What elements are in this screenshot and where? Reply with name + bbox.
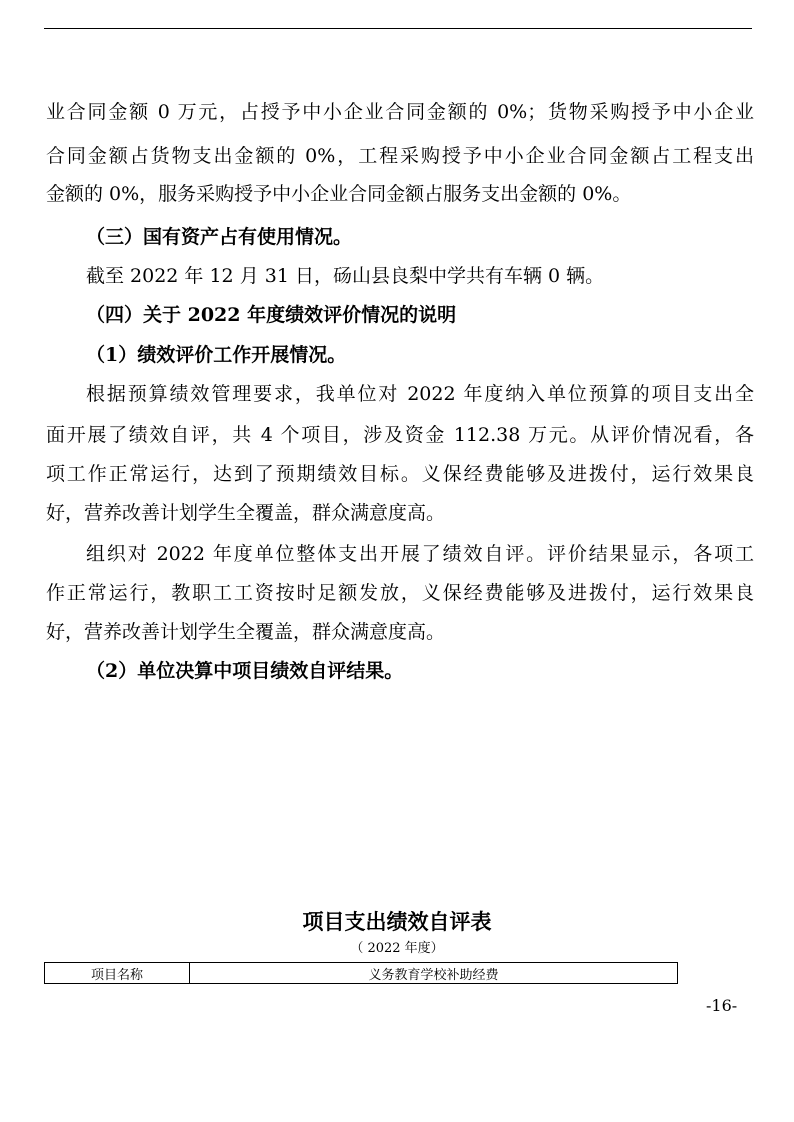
project-name-label: 项目名称	[45, 963, 190, 983]
section-heading: （四）关于 2022 年度绩效评价情况的说明	[86, 304, 457, 326]
subsection-heading: （2）单位决算中项目绩效自评结果。	[86, 660, 404, 682]
paragraph-line: 合同金额占货物支出金额的 0%，工程采购授予中小企业合同金额占工程支出	[46, 145, 754, 167]
paragraph-line: 面开展了绩效自评，共 4 个项目，涉及资金 112.38 万元。从评价情况看，各	[46, 424, 754, 446]
paragraph-line: 项工作正常运行，达到了预期绩效目标。义保经费能够及进拨付，运行效果良	[46, 463, 754, 485]
project-name-value: 义务教育学校补助经费	[368, 967, 499, 983]
table-title: 项目支出绩效自评表	[302, 910, 492, 934]
paragraph-line: 好，营养改善计划学生全覆盖，群众满意度高。	[46, 621, 446, 643]
table-subtitle: （ 2022 年度）	[350, 941, 444, 956]
paragraph-line: 金额的 0%，服务采购授予中小企业合同金额占服务支出金额的 0%。	[46, 183, 632, 205]
page-number: -16-	[706, 996, 738, 1015]
section-heading: （三）国有资产占有使用情况。	[86, 226, 353, 248]
paragraph-line: 截至 2022 年 12 月 31 日，砀山县良梨中学共有车辆 0 辆。	[86, 265, 605, 287]
header-rule	[44, 28, 752, 29]
paragraph-line: 作正常运行，教职工工资按时足额发放，义保经费能够及进拨付，运行效果良	[46, 582, 754, 604]
paragraph-line: 组织对 2022 年度单位整体支出开展了绩效自评。评价结果显示，各项工	[86, 543, 754, 565]
paragraph-line: 业合同金额 0 万元，占授予中小企业合同金额的 0%；货物采购授予中小企业	[46, 101, 754, 123]
subsection-heading: （1）绩效评价工作开展情况。	[86, 344, 347, 366]
paragraph-line: 好，营养改善计划学生全覆盖，群众满意度高。	[46, 502, 446, 524]
project-table	[44, 962, 678, 984]
paragraph-line: 根据预算绩效管理要求，我单位对 2022 年度纳入单位预算的项目支出全	[86, 383, 754, 405]
